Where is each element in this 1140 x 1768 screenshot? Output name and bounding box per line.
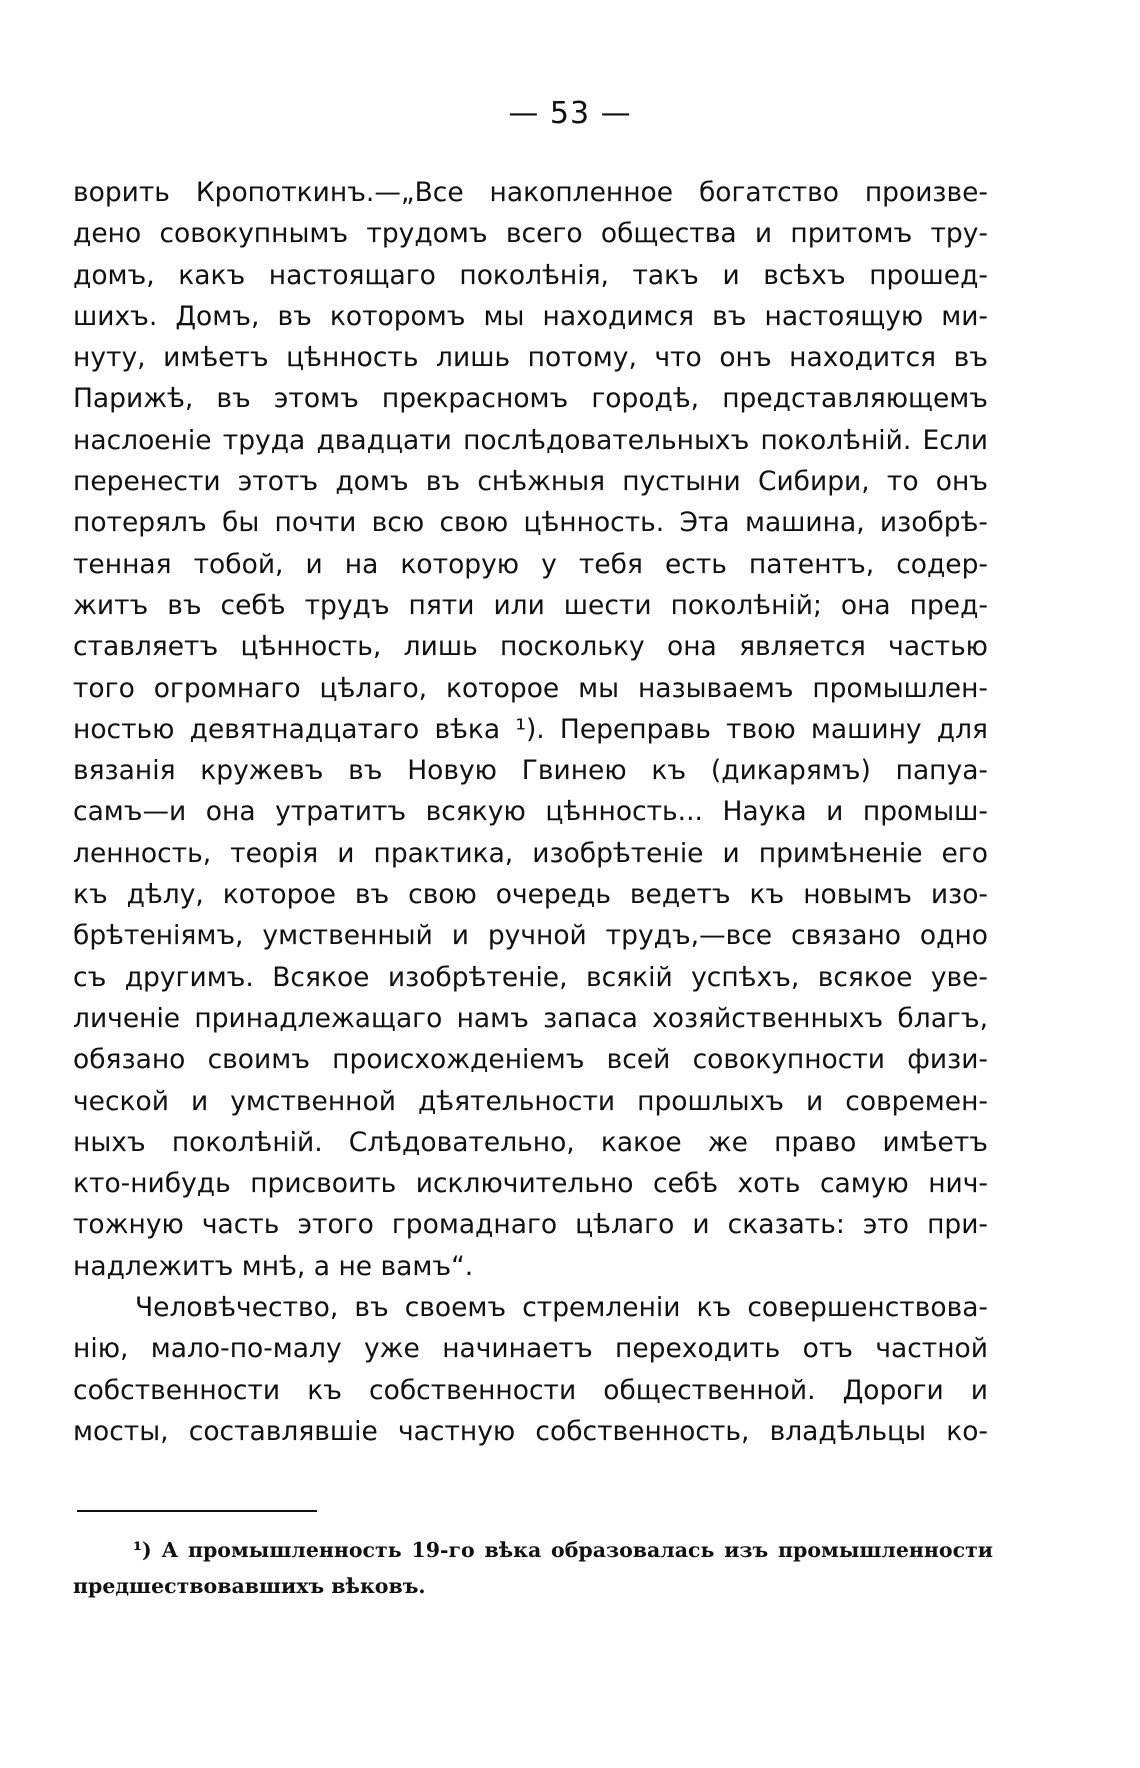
text-line: обязано своимъ происхожденіемъ всей совокупности физи- (73, 1044, 988, 1076)
text-line: кто-нибудь присвоить исключительно себѣ хоть самую нич- (73, 1168, 988, 1200)
footnote-line: ¹) А промышленность 19-го вѣка образовалась изъ промышленности (133, 1538, 993, 1562)
text-line: собственности къ собственности общественной. Дороги и (73, 1374, 988, 1406)
footnote (73, 1532, 993, 1604)
text-line: тенная тобой, и на которую у тебя есть патентъ, содер- (73, 548, 988, 580)
text-line: потерялъ бы почти всю свою цѣнность. Эта машина, изобрѣ- (73, 507, 988, 539)
text-line: нуту, имѣетъ цѣнность лишь потому, что онъ находится въ (73, 342, 988, 374)
text-line: мосты, составлявшіе частную собственность, владѣльцы ко- (73, 1415, 988, 1447)
text-line: самъ—и она утратитъ всякую цѣнность... Наука и промыш- (73, 796, 988, 828)
text-line: наслоеніе труда двадцати послѣдовательныхъ поколѣній. Если (73, 424, 988, 456)
text-line: ставляетъ цѣнность, лишь поскольку она является частью (73, 631, 988, 663)
text-line: ностью девятнадцатаго вѣка ¹). Переправь твою машину для (73, 713, 988, 745)
text-line: перенести этотъ домъ въ снѣжныя пустыни Сибири, то онъ (73, 466, 988, 498)
text-line: житъ въ себѣ трудъ пяти или шести поколѣній; она пред- (73, 589, 988, 621)
text-line: шихъ. Домъ, въ которомъ мы находимся въ настоящую ми- (73, 300, 988, 332)
text-line: съ другимъ. Всякое изобрѣтеніе, всякій успѣхъ, всякое уве- (73, 961, 988, 993)
page-number: — 53 — (508, 96, 632, 131)
text-line: къ дѣлу, которое въ свою очередь ведетъ къ новымъ изо- (73, 879, 988, 911)
text-line: нію, мало-по-малу уже начинаетъ переходить отъ частной (73, 1333, 988, 1365)
text-line: брѣтеніямъ, умственный и ручной трудъ,—все связано одно (73, 920, 988, 952)
main-text (73, 172, 988, 1452)
text-line: личеніе принадлежащаго намъ запаса хозяйственныхъ благъ, (73, 1002, 988, 1034)
text-line: домъ, какъ настоящаго поколѣнія, такъ и всѣхъ прошед- (73, 259, 988, 291)
text-line: ворить Кропоткинъ.—„Все накопленное богатство произве- (73, 177, 988, 208)
paragraph-start-line: Человѣчество, въ своемъ стремленіи къ совершенствова- (135, 1292, 988, 1324)
text-line: Парижѣ, въ этомъ прекрасномъ городѣ, представляющемъ (73, 383, 988, 415)
footnote-line: предшествовавшихъ вѣковъ. (73, 1574, 426, 1598)
text-line: ленность, теорія и практика, изобрѣтеніе и примѣненіе его (73, 837, 988, 869)
text-line: ныхъ поколѣній. Слѣдовательно, какое же право имѣетъ (73, 1126, 988, 1158)
footnote-divider (77, 1510, 317, 1512)
text-line: тожную часть этого громаднаго цѣлаго и сказать: это при- (73, 1209, 988, 1241)
text-line: надлежитъ мнѣ, а не вамъ“. (73, 1250, 474, 1282)
text-line: ческой и умственной дѣятельности прошлыхъ и современ- (73, 1085, 988, 1117)
text-line: вязанія кружевъ въ Новую Гвинею къ (дикарямъ) папуа- (73, 755, 988, 787)
text-line: того огромнаго цѣлаго, которое мы называемъ промышлен- (73, 672, 988, 704)
text-line: дено совокупнымъ трудомъ всего общества и притомъ тру- (73, 218, 988, 250)
